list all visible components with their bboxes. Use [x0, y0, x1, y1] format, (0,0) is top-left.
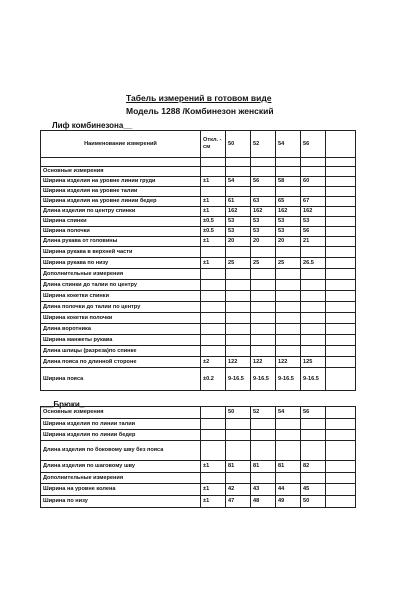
size-value: 53 — [226, 217, 251, 227]
tolerance-value: ±1 — [201, 461, 226, 473]
size-value: 53 — [276, 227, 301, 237]
table-row — [41, 430, 356, 441]
size-value: 50 — [226, 407, 251, 419]
header-size-cell: 54 — [276, 131, 301, 158]
table-row — [41, 484, 356, 496]
size-value — [226, 441, 251, 461]
tolerance-value — [201, 313, 226, 324]
size-value: 56 — [251, 177, 276, 187]
measurement-name: Ширина изделия по линии талии — [41, 419, 201, 430]
table-row — [41, 291, 356, 302]
size-value: 53 — [301, 217, 326, 227]
tolerance-value — [201, 419, 226, 430]
empty-cell — [326, 269, 356, 280]
size-value: 58 — [276, 177, 301, 187]
size-value — [251, 167, 276, 177]
size-value — [276, 247, 301, 258]
size-value — [226, 335, 251, 346]
table-row — [41, 346, 356, 357]
tolerance-value: ±1 — [201, 496, 226, 508]
size-value — [276, 324, 301, 335]
size-value — [301, 187, 326, 197]
empty-cell — [326, 496, 356, 508]
tolerance-value — [201, 158, 226, 167]
measurement-name: Длина изделия по шаговому шву — [41, 461, 201, 473]
tolerance-value — [201, 346, 226, 357]
empty-cell — [326, 167, 356, 177]
empty-cell — [326, 430, 356, 441]
size-value: 42 — [226, 484, 251, 496]
size-value: 81 — [276, 461, 301, 473]
measurement-name: Ширина рукава в верхней части — [41, 247, 201, 258]
size-value — [276, 430, 301, 441]
empty-cell — [326, 313, 356, 324]
size-value — [226, 158, 251, 167]
measurement-name: Ширина по низу — [41, 496, 201, 508]
table-row — [41, 237, 356, 247]
size-value — [251, 302, 276, 313]
table-row — [41, 313, 356, 324]
table-row — [41, 496, 356, 508]
tolerance-value — [201, 269, 226, 280]
measurement-name: Ширина изделия на уровне линии груди — [41, 177, 201, 187]
size-value: 53 — [276, 217, 301, 227]
tolerance-value — [201, 187, 226, 197]
size-value — [251, 247, 276, 258]
trousers-measurements-table — [40, 406, 356, 508]
size-value: 56 — [301, 407, 326, 419]
tolerance-value: ±0.2 — [201, 368, 226, 391]
size-value — [251, 313, 276, 324]
size-value: 122 — [251, 357, 276, 368]
table-row — [41, 207, 356, 217]
tolerance-value — [201, 324, 226, 335]
size-value: 162 — [226, 207, 251, 217]
size-value: 162 — [276, 207, 301, 217]
size-value — [276, 473, 301, 484]
size-value — [301, 302, 326, 313]
size-value — [301, 473, 326, 484]
size-value — [226, 419, 251, 430]
size-value: 60 — [301, 177, 326, 187]
size-value — [301, 247, 326, 258]
size-value — [251, 291, 276, 302]
empty-cell — [326, 484, 356, 496]
table-row — [41, 197, 356, 207]
empty-cell — [326, 291, 356, 302]
measurement-name: Длина изделия по центру спинки — [41, 207, 201, 217]
size-value: 54 — [276, 407, 301, 419]
size-value — [251, 335, 276, 346]
size-value — [301, 430, 326, 441]
table-row — [41, 324, 356, 335]
size-value: 162 — [301, 207, 326, 217]
size-value — [301, 313, 326, 324]
size-value — [276, 346, 301, 357]
size-value — [251, 324, 276, 335]
measurement-name: Основные измерения — [41, 407, 201, 419]
size-value: 20 — [276, 237, 301, 247]
empty-cell — [326, 237, 356, 247]
empty-cell — [326, 258, 356, 269]
tolerance-value — [201, 247, 226, 258]
size-value — [276, 269, 301, 280]
size-value — [226, 473, 251, 484]
size-value — [226, 280, 251, 291]
size-value — [251, 441, 276, 461]
size-value: 48 — [251, 496, 276, 508]
tolerance-value — [201, 302, 226, 313]
tolerance-value: ±0.5 — [201, 227, 226, 237]
size-value — [276, 302, 301, 313]
size-value — [251, 419, 276, 430]
size-value — [251, 473, 276, 484]
size-value — [276, 187, 301, 197]
size-value: 50 — [301, 496, 326, 508]
empty-cell — [326, 407, 356, 419]
tolerance-value — [201, 167, 226, 177]
size-value — [301, 335, 326, 346]
size-value — [251, 430, 276, 441]
size-value: 45 — [301, 484, 326, 496]
size-value: 82 — [301, 461, 326, 473]
empty-cell — [326, 158, 356, 167]
empty-cell — [326, 280, 356, 291]
empty-cell — [326, 357, 356, 368]
empty-cell — [326, 217, 356, 227]
size-value: 125 — [301, 357, 326, 368]
measurement-name: Ширина кокетки спинки — [41, 291, 201, 302]
section-heading-trousers: ___Брюки_ — [40, 400, 85, 409]
measurement-name: Длина изделия по боковому шву без пояса — [41, 441, 201, 461]
size-value: 9-16.5 — [226, 368, 251, 391]
tolerance-value: ±1 — [201, 177, 226, 187]
model-title: Модель 1288 /Комбинезон женский — [126, 106, 274, 116]
empty-cell — [326, 227, 356, 237]
size-value — [251, 346, 276, 357]
table-row — [41, 217, 356, 227]
size-value: 122 — [226, 357, 251, 368]
measurement-name: Длина воротника — [41, 324, 201, 335]
size-value — [226, 187, 251, 197]
size-value — [276, 313, 301, 324]
table-row — [41, 247, 356, 258]
size-value: 122 — [276, 357, 301, 368]
empty-cell — [326, 419, 356, 430]
size-value — [276, 291, 301, 302]
size-value — [226, 269, 251, 280]
size-value: 47 — [226, 496, 251, 508]
measurement-name: Ширина полочки — [41, 227, 201, 237]
empty-cell — [326, 131, 356, 158]
table-row — [41, 167, 356, 177]
size-value: 9-16.5 — [276, 368, 301, 391]
tolerance-value — [201, 335, 226, 346]
size-value: 9-16.5 — [251, 368, 276, 391]
document-title: Табель измерений в готовом виде — [126, 93, 272, 103]
size-value: 54 — [226, 177, 251, 187]
empty-cell — [326, 441, 356, 461]
size-value — [251, 269, 276, 280]
tolerance-value — [201, 473, 226, 484]
section-heading-bodice: Лиф комбинезона__ — [52, 121, 133, 130]
empty-cell — [326, 187, 356, 197]
tolerance-value — [201, 407, 226, 419]
size-value: 21 — [301, 237, 326, 247]
size-value: 56 — [301, 227, 326, 237]
size-value: 20 — [251, 237, 276, 247]
size-value: 67 — [301, 197, 326, 207]
size-value — [226, 430, 251, 441]
empty-cell — [326, 473, 356, 484]
measurement-name: Длина спинки до талии по центру — [41, 280, 201, 291]
empty-cell — [326, 197, 356, 207]
size-value: 81 — [226, 461, 251, 473]
size-value — [226, 324, 251, 335]
size-value: 162 — [251, 207, 276, 217]
empty-cell — [326, 177, 356, 187]
table-row — [41, 407, 356, 419]
table-row — [41, 335, 356, 346]
table-row — [41, 187, 356, 197]
measurement-name: Длина рукава от головины — [41, 237, 201, 247]
measurement-name: Основные измерения — [41, 167, 201, 177]
table-row — [41, 419, 356, 430]
tolerance-value: ±1 — [201, 197, 226, 207]
measurement-name: Длина полочки до талии по центру — [41, 302, 201, 313]
size-value: 63 — [251, 197, 276, 207]
tolerance-value — [201, 291, 226, 302]
empty-cell — [326, 247, 356, 258]
table-row — [41, 473, 356, 484]
tolerance-value — [201, 441, 226, 461]
header-size-cell: 56 — [301, 131, 326, 158]
size-value — [301, 291, 326, 302]
tolerance-value: ±0.5 — [201, 217, 226, 227]
size-value — [301, 346, 326, 357]
size-value — [226, 291, 251, 302]
measurement-name: Ширина изделия на уровне линии бедер — [41, 197, 201, 207]
size-value — [276, 167, 301, 177]
size-value — [251, 158, 276, 167]
size-value — [301, 158, 326, 167]
measurement-name: Ширина манжеты рукава — [41, 335, 201, 346]
size-value: 43 — [251, 484, 276, 496]
size-value: 61 — [226, 197, 251, 207]
size-value: 44 — [276, 484, 301, 496]
empty-cell — [326, 346, 356, 357]
size-value — [276, 441, 301, 461]
size-value: 53 — [251, 217, 276, 227]
size-value — [276, 280, 301, 291]
size-value — [301, 269, 326, 280]
size-value: 25 — [276, 258, 301, 269]
tolerance-value: ±2 — [201, 357, 226, 368]
header-tolerance-cell: Откл. - см — [201, 131, 226, 158]
size-value — [301, 419, 326, 430]
size-value: 25 — [226, 258, 251, 269]
size-value — [276, 419, 301, 430]
size-value — [301, 324, 326, 335]
size-value: 49 — [276, 496, 301, 508]
bodice-measurements-table — [40, 130, 356, 391]
empty-cell — [326, 335, 356, 346]
size-value — [226, 346, 251, 357]
size-value — [276, 335, 301, 346]
measurement-name: Ширина изделия по линии бедер — [41, 430, 201, 441]
empty-cell — [326, 368, 356, 391]
size-value — [251, 187, 276, 197]
empty-cell — [326, 461, 356, 473]
header-size-cell: 52 — [251, 131, 276, 158]
measurement-name: Длина пояса по длинной стороне — [41, 357, 201, 368]
empty-cell — [326, 207, 356, 217]
header-size-cell: 50 — [226, 131, 251, 158]
measurement-name — [41, 158, 201, 167]
measurement-name: Ширина спинки — [41, 217, 201, 227]
table-row — [41, 441, 356, 461]
size-value — [276, 158, 301, 167]
table-row — [41, 461, 356, 473]
measurement-name: Ширина изделия на уровне талии — [41, 187, 201, 197]
empty-cell — [326, 302, 356, 313]
size-value — [226, 247, 251, 258]
tolerance-value: ±1 — [201, 237, 226, 247]
table-row — [41, 177, 356, 187]
size-value: 26.5 — [301, 258, 326, 269]
table-row — [41, 269, 356, 280]
size-value — [301, 280, 326, 291]
tolerance-value — [201, 280, 226, 291]
measurement-name: Ширина на уровне колена — [41, 484, 201, 496]
size-value — [251, 280, 276, 291]
tolerance-value: ±1 — [201, 258, 226, 269]
size-value: 25 — [251, 258, 276, 269]
measurement-name: Ширина рукава по низу — [41, 258, 201, 269]
size-value: 9-16.5 — [301, 368, 326, 391]
size-value: 52 — [251, 407, 276, 419]
table-row — [41, 227, 356, 237]
table-row — [41, 357, 356, 368]
measurement-name: Ширина кокетки полочки — [41, 313, 201, 324]
tolerance-value: ±1 — [201, 207, 226, 217]
size-value: 65 — [276, 197, 301, 207]
size-value: 81 — [251, 461, 276, 473]
empty-cell — [326, 324, 356, 335]
table-row — [41, 158, 356, 167]
header-name-cell: Наименование измерений — [41, 131, 201, 158]
size-value: 53 — [251, 227, 276, 237]
size-value: 20 — [226, 237, 251, 247]
size-value — [226, 302, 251, 313]
table-row — [41, 368, 356, 391]
table-row — [41, 258, 356, 269]
size-value — [301, 167, 326, 177]
tolerance-value — [201, 430, 226, 441]
measurement-name: Дополнительные измерения — [41, 473, 201, 484]
table-row — [41, 280, 356, 291]
size-value — [226, 313, 251, 324]
measurement-name: Ширина пояса — [41, 368, 201, 391]
table-row — [41, 302, 356, 313]
size-value — [226, 167, 251, 177]
size-value: 53 — [226, 227, 251, 237]
table-header-row — [41, 131, 356, 158]
measurement-name: Длина шлицы (разреза)по спинке — [41, 346, 201, 357]
size-value — [301, 441, 326, 461]
tolerance-value: ±1 — [201, 484, 226, 496]
measurement-name: Дополнительные измерения — [41, 269, 201, 280]
